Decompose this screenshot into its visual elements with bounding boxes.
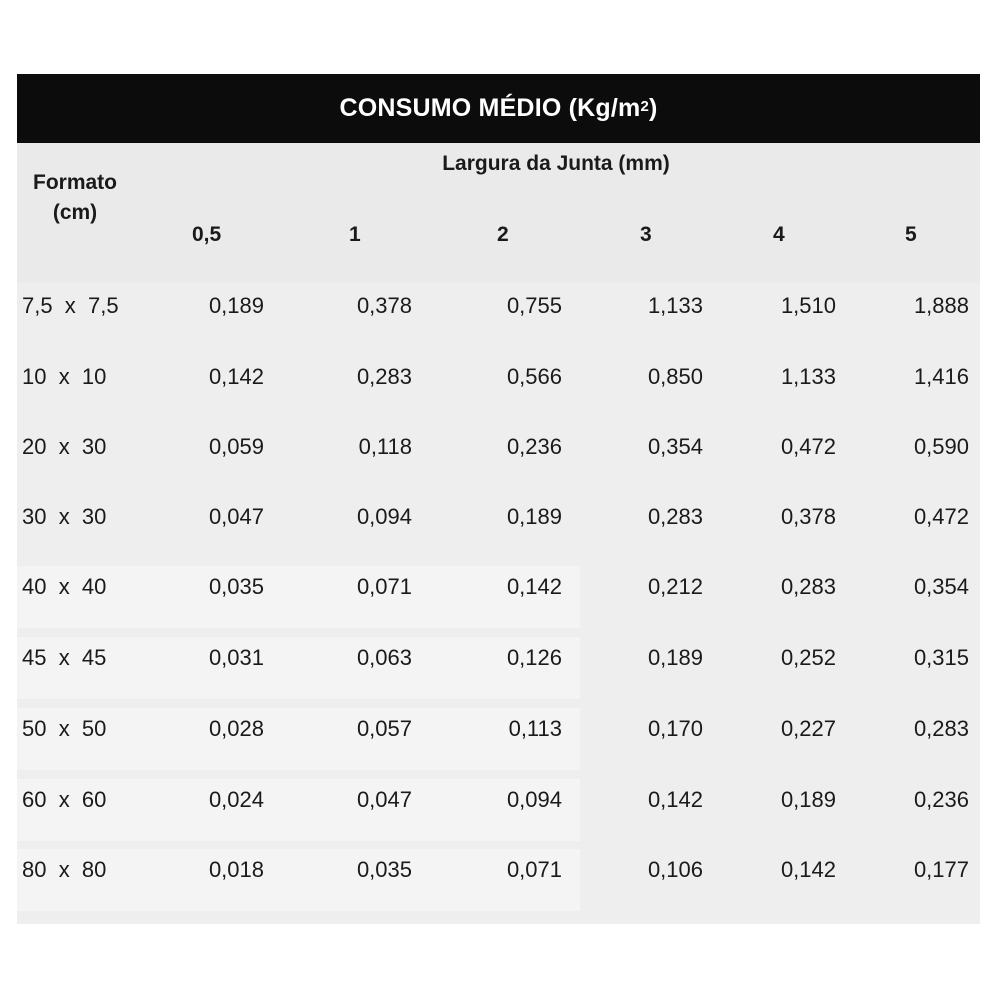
table-cell: 0,283 (780, 574, 836, 599)
table-cell: 0,170 (647, 716, 703, 741)
formato-header-label: Formato (33, 171, 117, 194)
row-formato: 80 x 80 (22, 857, 107, 882)
row-formato: 50 x 50 (22, 716, 107, 741)
table-cell: 0,212 (647, 574, 703, 599)
table-cell: 0,126 (506, 645, 562, 670)
table-cell: 0,283 (647, 504, 703, 529)
table-cell: 0,047 (208, 504, 264, 529)
table-cell: 0,071 (356, 574, 412, 599)
table-cell: 0,378 (780, 504, 836, 529)
table-cell: 0,035 (356, 857, 412, 882)
table-cell: 0,118 (358, 434, 412, 459)
table-cell: 0,142 (208, 364, 264, 389)
table-cell: 0,142 (780, 857, 836, 882)
table-cell: 0,028 (208, 716, 264, 741)
table-cell: 0,850 (647, 364, 703, 389)
row-formato: 60 x 60 (22, 787, 107, 812)
table-cell: 0,189 (208, 293, 264, 318)
table-cell: 0,236 (506, 434, 562, 459)
row-formato: 20 x 30 (22, 434, 107, 459)
largura-header: Largura da Junta (mm) (442, 152, 670, 175)
table-cell: 1,133 (647, 293, 703, 318)
formato-header (20, 168, 130, 228)
table-cell: 0,024 (208, 787, 264, 812)
table-cell: 0,018 (208, 857, 264, 882)
column-header: 0,5 (192, 223, 222, 246)
table-cell: 0,472 (913, 504, 969, 529)
table-cell: 0,106 (647, 857, 703, 882)
table-cell: 0,354 (647, 434, 703, 459)
table-cell: 0,590 (913, 434, 969, 459)
table-title (17, 74, 980, 143)
row-formato: 7,5 x 7,5 (22, 293, 119, 318)
table-cell: 0,142 (506, 574, 562, 599)
column-header: 4 (773, 223, 785, 246)
table-title-text: CONSUMO MÉDIO (Kg/m (339, 94, 641, 122)
table-title-close: ) (649, 94, 658, 122)
table-cell: 1,416 (913, 364, 969, 389)
table-cell: 1,133 (780, 364, 836, 389)
table-cell: 0,063 (356, 645, 412, 670)
table-cell: 0,315 (913, 645, 969, 670)
table-cell: 0,035 (208, 574, 264, 599)
table-cell: 0,057 (356, 716, 412, 741)
table-cell: 0,755 (506, 293, 562, 318)
row-formato: 40 x 40 (22, 574, 107, 599)
table-cell: 0,236 (913, 787, 969, 812)
column-header: 1 (349, 223, 361, 246)
table-cell: 0,566 (506, 364, 562, 389)
column-header: 5 (905, 223, 917, 246)
table-cell: 0,252 (780, 645, 836, 670)
row-formato: 30 x 30 (22, 504, 107, 529)
table-cell: 0,283 (356, 364, 412, 389)
table-cell: 0,227 (780, 716, 836, 741)
table-title-superscript: 2 (640, 98, 650, 115)
table-cell: 0,378 (356, 293, 412, 318)
column-header: 2 (497, 223, 509, 246)
table-cell: 0,142 (647, 787, 703, 812)
table-cell: 0,189 (647, 645, 703, 670)
formato-header-unit: (cm) (52, 201, 98, 224)
row-formato: 10 x 10 (22, 364, 107, 389)
table-cell: 0,071 (506, 857, 562, 882)
table-cell: 0,094 (356, 504, 412, 529)
table-cell: 1,510 (780, 293, 836, 318)
table-cell: 0,059 (208, 434, 264, 459)
table-cell: 0,031 (208, 645, 264, 670)
table-cell: 0,094 (506, 787, 562, 812)
table-cell: 0,354 (913, 574, 969, 599)
row-formato: 45 x 45 (22, 645, 107, 670)
table-cell: 0,189 (506, 504, 562, 529)
table-cell: 0,283 (913, 716, 969, 741)
table-cell: 0,189 (780, 787, 836, 812)
table-cell: 0,113 (508, 716, 562, 741)
table-cell: 1,888 (913, 293, 969, 318)
table-cell: 0,047 (356, 787, 412, 812)
table-cell: 0,472 (780, 434, 836, 459)
table-cell: 0,177 (913, 857, 969, 882)
column-header: 3 (640, 223, 652, 246)
